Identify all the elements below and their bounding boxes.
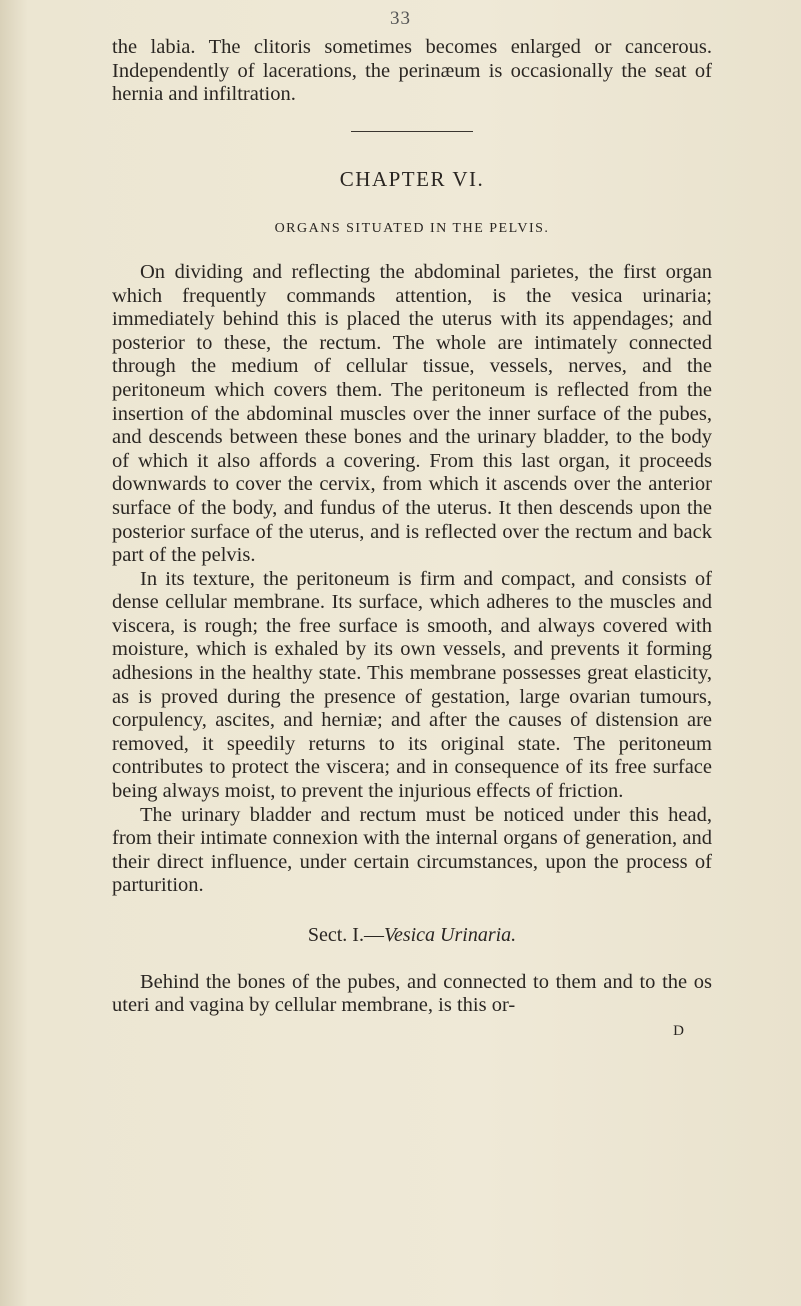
section-label: Sect. I.— [307, 924, 384, 946]
body-paragraph: The urinary bladder and rectum must be noticed under this head, from their intimate connexion with the internal organs of generation, and their direct influence, under certain circumstances, upon the process of parturition. [112, 803, 712, 897]
body-paragraph: On dividing and reflecting the abdominal parietes, the first organ which frequently commands attention, is the vesica urinaria; immediately behind this is placed the uterus with its appendages; and posterior to these, the rectum. The whole are intimately connected through the medium of cellular tissue, vessels, nerves, and the peritoneum which covers them. The peritoneum is reflected from the insertion of the abdominal muscles over the inner surface of the pubes, and descends between these bones and the urinary bladder, to the body of which it also affords a covering. From this last organ, it proceeds downwards to cover the cervix, from which it ascends over the anterior surface of the body, and fundus of the uterus. It then descends upon the posterior surface of the uterus, and is reflected over the rectum and back part of the pelvis. [112, 260, 712, 567]
section-paragraph: Behind the bones of the pubes, and connected to them and to the os uteri and vagina by cellular membrane, is this or- [112, 970, 712, 1017]
section-heading [112, 924, 712, 948]
opening-paragraph: the labia. The clitoris sometimes becomes enlarged or cancerous. Independently of lacerations, the perinæum is occasionally the seat of hernia and infiltration. [112, 36, 712, 106]
section-title: Vesica Urinaria. [383, 924, 517, 946]
page-number: 33 [390, 8, 411, 29]
page-text [112, 36, 712, 1043]
section-divider [351, 131, 473, 132]
body-paragraph: In its texture, the peritoneum is firm and compact, and consists of dense cellular membrane. Its surface, which adheres to the muscles and viscera, is rough; the free surface is smooth, and always covered with moisture, which is exhaled by its own vessels, and prevents it forming adhesions in the healthy state. This membrane possesses great elasticity, as is proved during the presence of gestation, large ovarian tumours, corpulency, ascites, and herniæ; and after the causes of distension are removed, it speedily returns to its original state. The peritoneum contributes to protect the viscera; and in consequence of its free surface being always moist, to prevent the injurious effects of friction. [112, 567, 712, 803]
chapter-subtitle: ORGANS SITUATED IN THE PELVIS. [274, 221, 550, 237]
chapter-heading: CHAPTER VI. [339, 166, 485, 191]
signature-mark: D [673, 1022, 684, 1039]
